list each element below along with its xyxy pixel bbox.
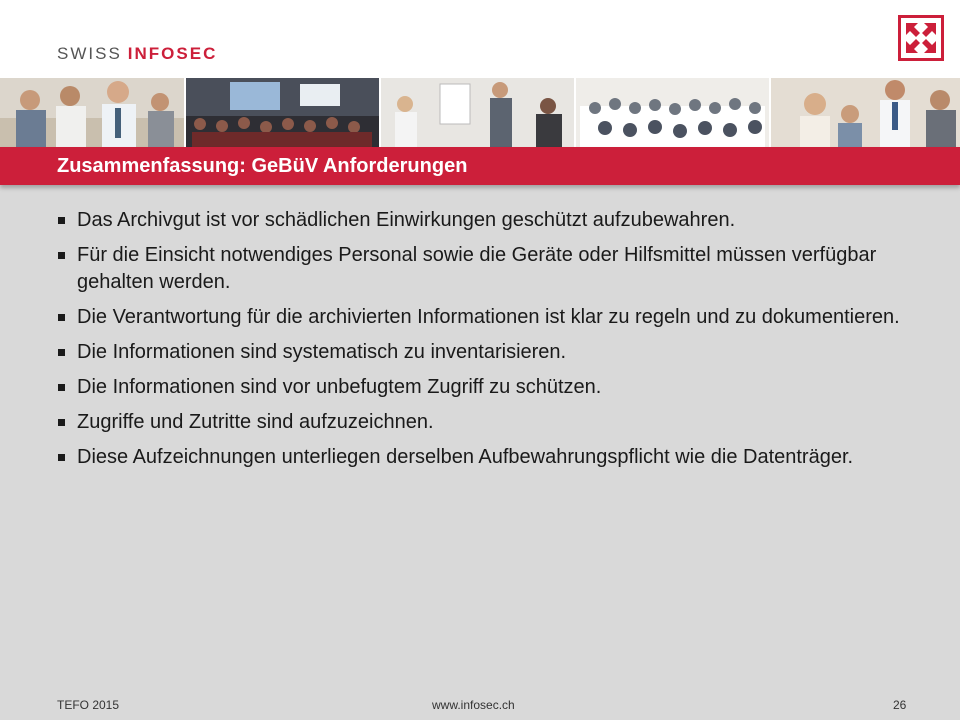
footer-event: TEFO 2015 bbox=[57, 698, 120, 712]
bullet-text: Die Informationen sind vor unbefugtem Zugriff zu schützen. bbox=[77, 376, 602, 398]
slide-title: Zusammenfassung: GeBüV Anforderungen bbox=[57, 155, 468, 177]
conference-photo-collage bbox=[0, 78, 960, 148]
bullet-text: Die Informationen sind systematisch zu inventarisieren. bbox=[77, 341, 567, 363]
bullet-marker-icon bbox=[58, 314, 65, 321]
logo-word-infosec: INFOSEC bbox=[127, 44, 218, 63]
bullet-marker-icon bbox=[58, 454, 65, 461]
company-logo bbox=[57, 44, 217, 64]
bullet-list bbox=[55, 207, 935, 479]
footer-website: www.infosec.ch bbox=[432, 698, 515, 712]
header bbox=[0, 0, 960, 78]
bullet-marker-icon bbox=[58, 384, 65, 391]
bullet-text: Die Verantwortung für die archivierten Informationen ist klar zu regeln und zu dokumentieren. bbox=[77, 306, 900, 328]
bullet-item bbox=[55, 242, 935, 296]
bullet-marker-icon bbox=[58, 419, 65, 426]
bullet-marker-icon bbox=[58, 252, 65, 259]
title-bar bbox=[0, 147, 960, 185]
bullet-text: Diese Aufzeichnungen unterliegen derselben Aufbewahrungspflicht wie die Datenträger. bbox=[77, 446, 854, 468]
bullet-item bbox=[55, 207, 935, 234]
bullet-item bbox=[55, 409, 935, 436]
bullet-marker-icon bbox=[58, 217, 65, 224]
logo-word-swiss: SWISS bbox=[57, 44, 122, 63]
bullet-text: Für die Einsicht notwendiges Personal sowie die Geräte oder Hilfsmittel müssen verfügbar gehalten werden. bbox=[77, 244, 877, 293]
page-number: 26 bbox=[893, 698, 907, 712]
arrows-expand-icon bbox=[898, 15, 944, 61]
bullet-text: Das Archivgut ist vor schädlichen Einwirkungen geschützt aufzubewahren. bbox=[77, 209, 736, 231]
bullet-item bbox=[55, 374, 935, 401]
bullet-item bbox=[55, 339, 935, 366]
conference-photo-strip bbox=[0, 78, 960, 148]
bullet-text: Zugriffe und Zutritte sind aufzuzeichnen. bbox=[77, 411, 434, 433]
bullet-item bbox=[55, 444, 935, 471]
bullet-item bbox=[55, 304, 935, 331]
bullet-marker-icon bbox=[58, 349, 65, 356]
